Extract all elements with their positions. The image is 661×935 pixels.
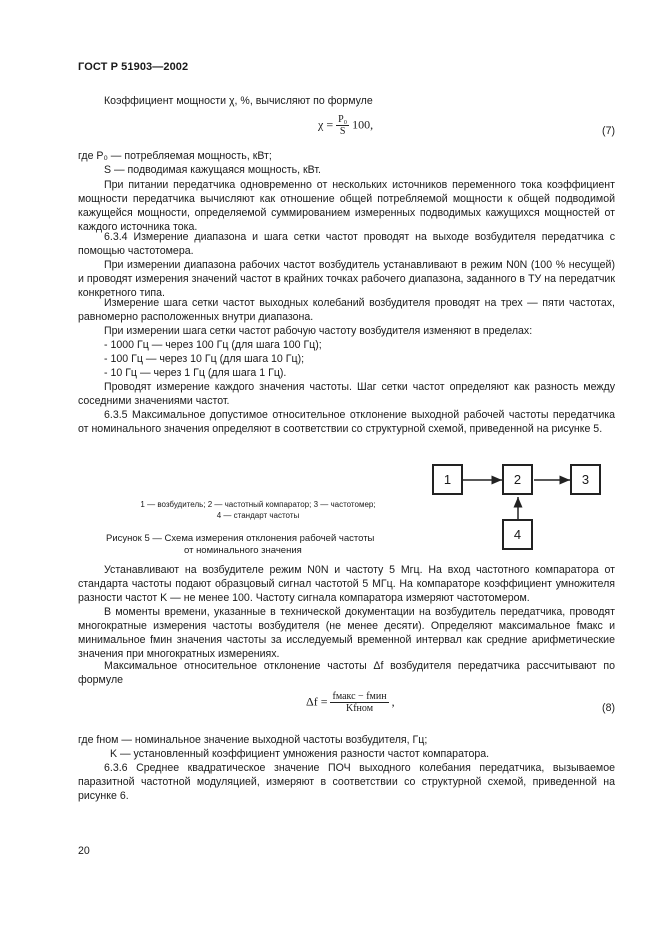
figure-5-caption: [106, 533, 374, 557]
formula-8-tail: ,: [391, 694, 395, 709]
where-k: K — установленный коэффициент умножения разности частот компаратора.: [110, 748, 490, 760]
paragraph-max-deviation: Максимальное относительное отклонение частоты Δf возбудителя передатчика рассчитывают по формуле: [78, 660, 615, 686]
paragraph-step-measurement: Измерение шага сетки частот выходных колебаний возбудителя проводят на трех — пяти частотах, равномерно расположенных внутри диапазона.: [78, 297, 615, 323]
where-p0: где P₀ — потребляемая мощность, кВт;: [78, 150, 272, 162]
paragraph-install: Устанавливают на возбудителе режим N0N и частоту 5 Мгц. На вход частотного компаратора от стандарта частоты подают образцовый сигнал частотой 5 МГц. На компараторе коэффициент умножителя разности частот K — не менее 100. Частоту сигнала компаратора измеряют частотомером.: [78, 564, 615, 604]
paragraph-step-change: При измерении шага сетки частот рабочую частоту возбудителя изменяют в пределах:: [104, 325, 533, 337]
formula-8-denominator: Kfном: [346, 703, 374, 714]
equation-number-7: (7): [602, 125, 615, 137]
paragraph-power-coefficient: Коэффициент мощности χ, %, вычисляют по формуле: [104, 95, 373, 107]
where-s: S — подводимая кажущаяся мощность, кВт.: [104, 164, 321, 176]
figure-5-legend-line-2: 4 — стандарт частоты: [216, 511, 300, 520]
paragraph-multiple-sources: При питании передатчика одновременно от нескольких источников переменного тока коэффициент мощности передатчика вычисляют как отношение общей потребляемой мощности к общей подводимой кажущейся мощности, определяемой суммированием измеренных подводимых кажущихся мощностей от каждого источника тока.: [78, 179, 615, 233]
block-4-frequency-standard: 4: [502, 519, 533, 550]
formula-7-denominator: S: [339, 126, 346, 137]
figure-5-legend: [118, 499, 398, 521]
list-item-10: - 10 Гц — через 1 Гц (для шага 1 Гц).: [104, 367, 287, 379]
block-3-frequency-meter: 3: [570, 464, 601, 495]
formula-7-lhs: χ =: [318, 117, 334, 132]
figure-5-legend-line-1: 1 — возбудитель; 2 — частотный компаратор; 3 — частотомер;: [140, 500, 376, 509]
paragraph-6-3-5: 6.3.5 Максимальное допустимое относительное отклонение выходной рабочей частоты передатчика от номинального значения определяют в соответствии со структурной схемой, приведенной на рисунке 5.: [78, 409, 615, 435]
equation-number-8: (8): [602, 702, 615, 714]
paragraph-6-3-4: 6.3.4 Измерение диапазона и шага сетки частот проводят на выходе возбудителя передатчика с помощью частотомера.: [78, 231, 615, 257]
formula-8: [306, 691, 395, 714]
block-2-comparator: 2: [502, 464, 533, 495]
formula-8-lhs: Δf =: [306, 694, 328, 709]
page-number: 20: [78, 845, 90, 857]
formula-7: [318, 114, 373, 137]
list-item-100: - 100 Гц — через 10 Гц (для шага 10 Гц);: [104, 353, 305, 365]
paragraph-moments: В моменты времени, указанные в технической документации на возбудитель передатчика, проводят многократные измерения частоты возбудителя (не менее десяти). Определяют максимальное fмакс и минимальное fмин значения частоты за исследуемый временной интервал как средние арифметические значения при многократных измерениях.: [78, 606, 615, 660]
formula-7-fraction: [336, 114, 349, 137]
where-fnom: где fном — номинальное значение выходной частоты возбудителя, Гц;: [78, 734, 428, 746]
formula-7-tail: 100,: [352, 117, 374, 132]
document-header: ГОСТ Р 51903—2002: [78, 61, 189, 73]
paragraph-range-measurement: При измерении диапазона рабочих частот возбудитель устанавливают в режим N0N (100 % несущей) и проводят измерения значений частот в крайних точках рабочего диапазона, заданного в ТУ на передатчик конкретного типа.: [78, 259, 615, 299]
figure-5-caption-line-1: Рисунок 5 — Схема измерения отклонения рабочей частоты: [106, 533, 375, 544]
paragraph-each-value: Проводят измерение каждого значения частоты. Шаг сетки частот определяют как разность между соседними значениями частот.: [78, 381, 615, 407]
list-item-1000: - 1000 Гц — через 100 Гц (для шага 100 Гц);: [104, 339, 322, 351]
formula-7-numerator: P₀: [338, 114, 348, 125]
block-1-exciter: 1: [432, 464, 463, 495]
formula-8-numerator: fмакс − fмин: [332, 691, 387, 702]
figure-5-caption-line-2: от номинального значения: [184, 545, 302, 556]
paragraph-6-3-6: 6.3.6 Среднее квадратическое значение ПОЧ выходного колебания передатчика, вызываемое паразитной частотной модуляцией, измеряют в соответствии со структурной схемой, приведенной на рисунке 6.: [78, 762, 615, 802]
formula-8-fraction: [330, 691, 388, 714]
